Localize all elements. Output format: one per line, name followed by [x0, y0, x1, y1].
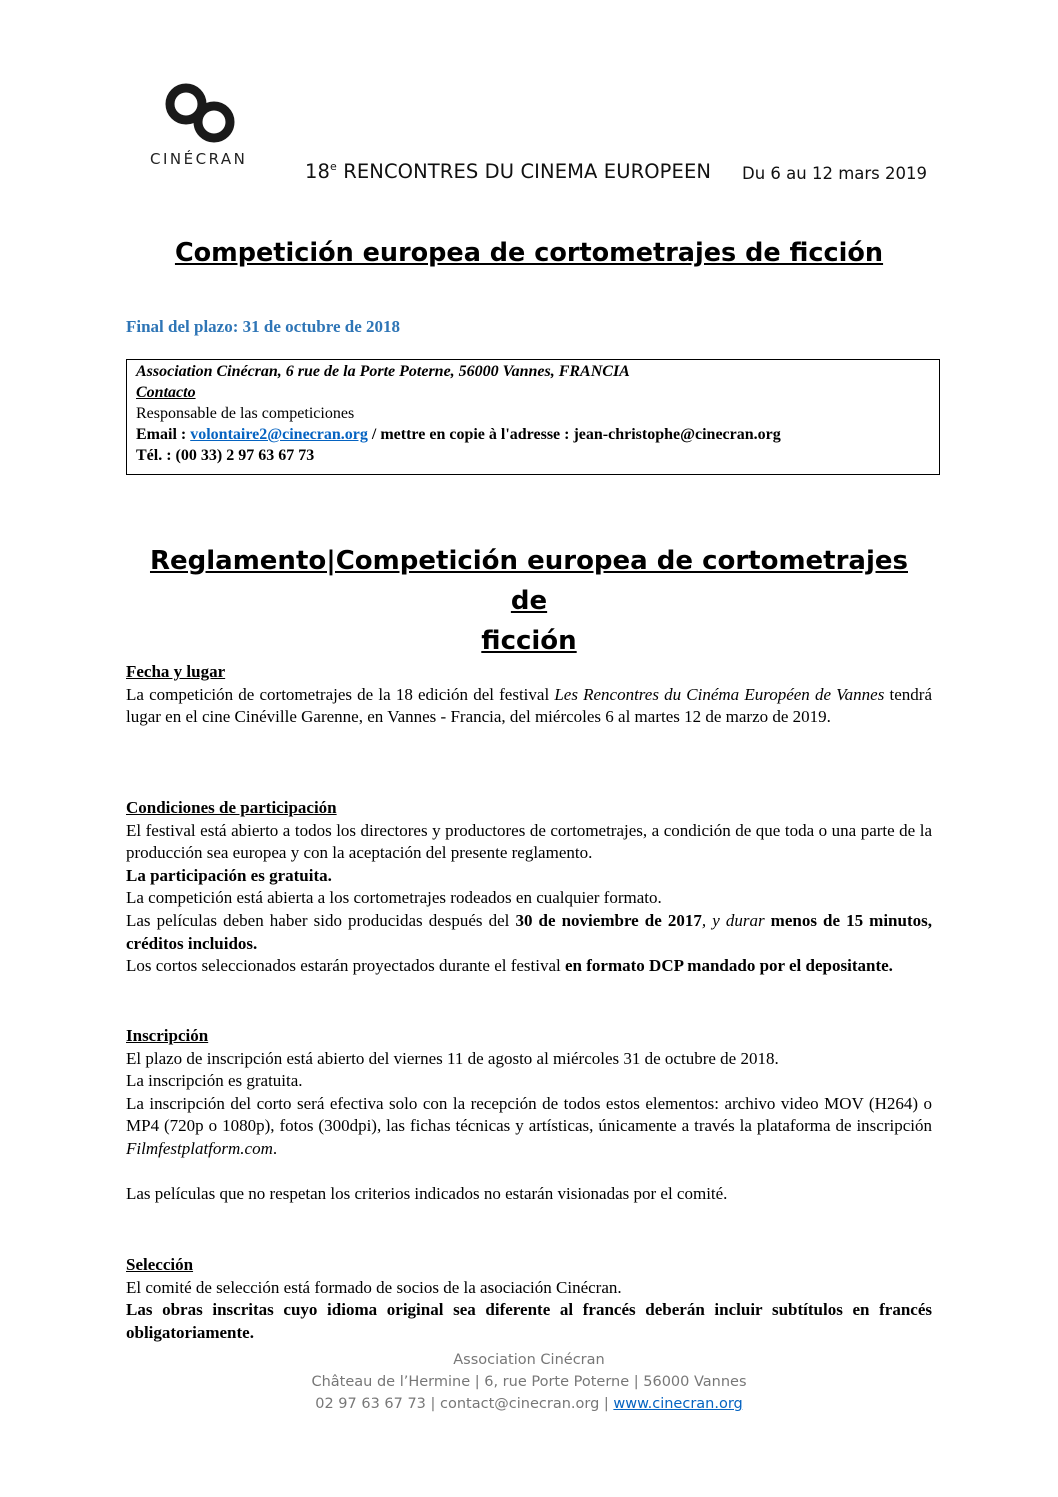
- contact-email-link[interactable]: volontaire2@cinecran.org: [190, 426, 368, 443]
- deadline: Final del plazo: 31 de octubre de 2018: [126, 317, 401, 336]
- section-seleccion: [126, 1254, 932, 1344]
- paragraph: El comité de selección está formado de socios de la asociación Cinécran.: [126, 1277, 622, 1297]
- event-title: 18e RENCONTRES DU CINEMA EUROPEEN: [305, 160, 712, 183]
- cinecran-logo-icon: [164, 82, 238, 144]
- paragraph: Los cortos seleccionados estarán proyectados durante el festival en formato DCP mandado por el depositante.: [126, 956, 893, 976]
- paragraph: La inscripción es gratuita.: [126, 1071, 303, 1091]
- contact-role: Responsable de las competiciones: [136, 405, 355, 422]
- paragraph: Las películas deben haber sido producidas después del 30 de noviembre de 2017, y durar menos de 15 minutos, créditos incluidos.: [126, 910, 932, 953]
- logo-text: CINÉCRAN: [150, 150, 248, 168]
- contact-phone: Tél. : (00 33) 2 97 63 67 73: [136, 447, 315, 464]
- section-inscripcion: [126, 1025, 932, 1205]
- section-heading: Inscripción: [126, 1026, 209, 1045]
- contact-heading: Contacto: [136, 384, 196, 401]
- paragraph: El plazo de inscripción está abierto del viernes 11 de agosto al miércoles 31 de octubre de 2018.: [126, 1048, 779, 1068]
- section-heading: Condiciones de participación: [126, 798, 337, 817]
- footer: [0, 1349, 1058, 1415]
- paragraph: La participación es gratuita.: [126, 865, 332, 885]
- event-dates: Du 6 au 12 mars 2019: [742, 164, 928, 183]
- page-title: Competición europea de cortometrajes de ficción: [174, 238, 884, 268]
- section-heading: Selección: [126, 1255, 194, 1274]
- paragraph: Las películas que no respetan los criterios indicados no estarán visionadas por el comité.: [126, 1183, 728, 1203]
- paragraph: Las obras inscritas cuyo idioma original sea diferente al francés deberán incluir subtítulos en francés obligatoriamente.: [126, 1300, 932, 1342]
- contact-box: [126, 359, 940, 475]
- footer-address: Château de l’Hermine | 6, rue Porte Poterne | 56000 Vannes: [311, 1374, 747, 1390]
- footer-org: Association Cinécran: [453, 1352, 605, 1368]
- paragraph: El festival está abierto a todos los directores y productores de cortometrajes, a condición de que toda o una parte de la producción sea europea y con la aceptación del presente reglamento.: [126, 820, 932, 863]
- paragraph: La inscripción del corto será efectiva solo con la recepción de todos estos elementos: archivo video MOV (H264) o MP4 (720p o 1080p), fotos (300dpi), las fichas técnicas y artísticas, únicamente a través la plataforma de inscripción Filmfestplatform.com.: [126, 1093, 932, 1158]
- section-condiciones: [126, 797, 932, 978]
- section-fecha: [126, 661, 932, 729]
- rules-title: Reglamento|Competición europea de cortometrajes de ficción: [149, 546, 908, 656]
- footer-contact: 02 97 63 67 73 | contact@cinecran.org | www.cinecran.org: [315, 1396, 743, 1412]
- contact-address: Association Cinécran, 6 rue de la Porte Poterne, 56000 Vannes, FRANCIA: [136, 363, 630, 380]
- paragraph: La competición está abierta a los cortometrajes rodeados en cualquier formato.: [126, 888, 662, 908]
- contact-email-line: Email : volontaire2@cinecran.org / mettre en copie à l'adresse : jean-christophe@cinecran.org: [136, 426, 781, 443]
- section-heading: Fecha y lugar: [126, 662, 226, 681]
- footer-website-link[interactable]: www.cinecran.org: [613, 1396, 743, 1412]
- paragraph: La competición de cortometrajes de la 18 edición del festival Les Rencontres du Cinéma Européen de Vannes tendrá lugar en el cine Cinéville Garenne, en Vannes - Francia, del miércoles 6 al martes 12 de marzo de 2019.: [126, 684, 932, 727]
